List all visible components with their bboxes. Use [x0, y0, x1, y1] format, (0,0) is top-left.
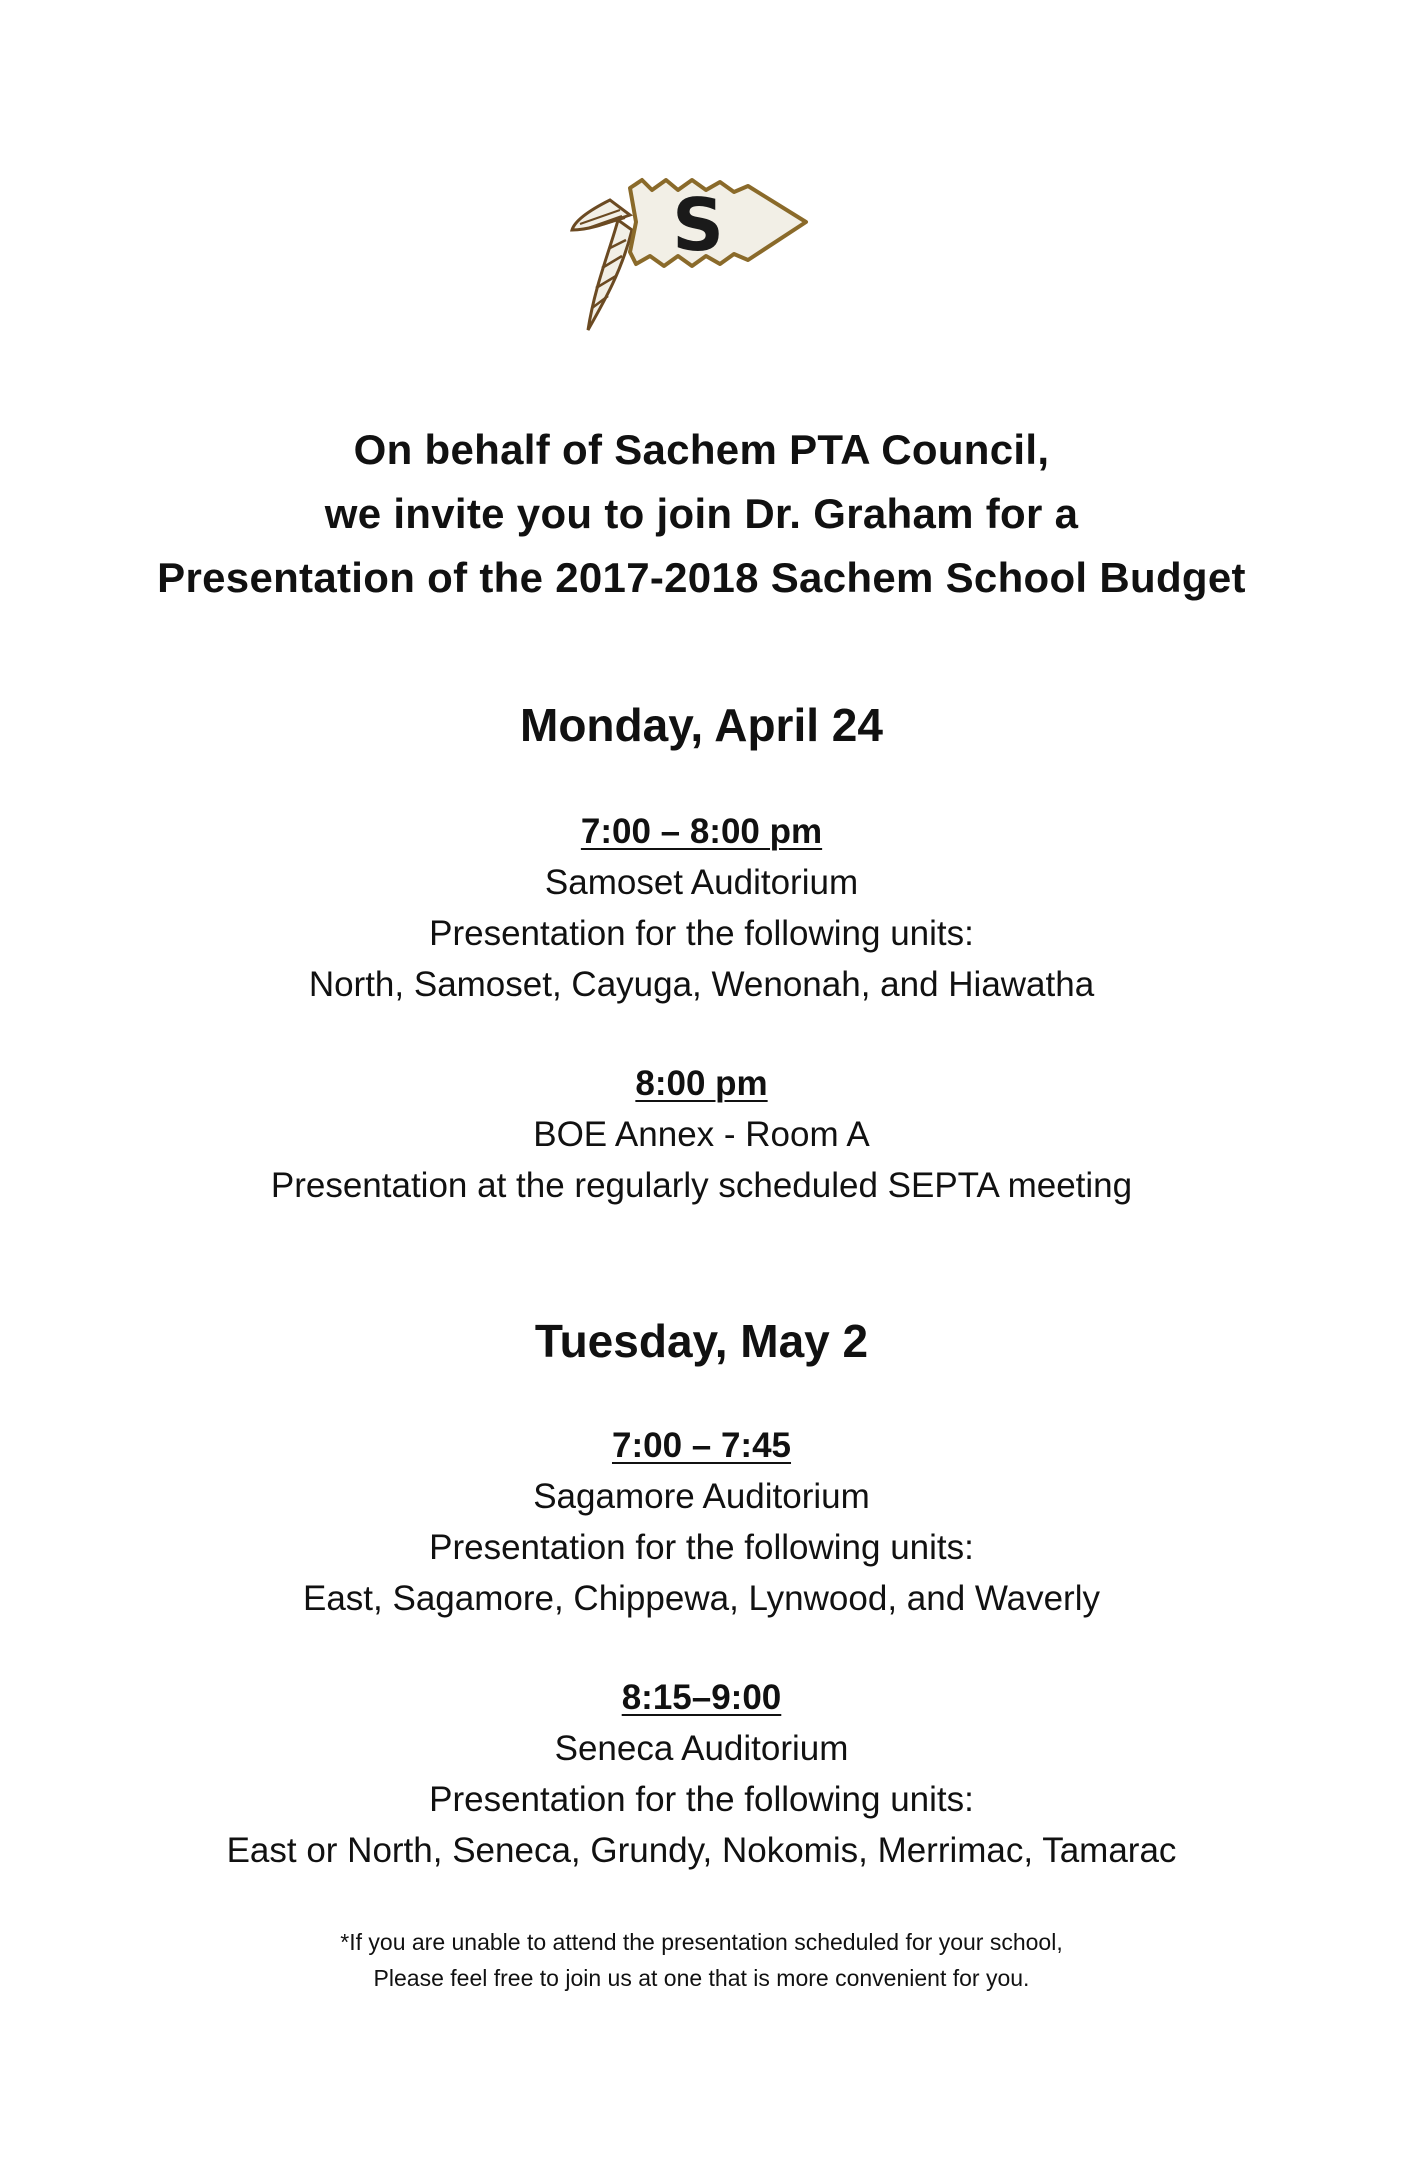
session-monday-1	[0, 806, 1403, 1010]
session-tuesday-1	[0, 1420, 1403, 1624]
footnote	[0, 1924, 1403, 1996]
session-units: East or North, Seneca, Grundy, Nokomis, Merrimac, Tamarac	[226, 1831, 1177, 1870]
feather-icon	[572, 200, 632, 330]
session-location: Seneca Auditorium	[554, 1729, 849, 1768]
session-tuesday-2	[0, 1672, 1403, 1876]
footnote-line: Please feel free to join us at one that is more convenient for you.	[373, 1965, 1030, 1991]
session-time: 7:00 – 8:00 pm	[580, 812, 823, 851]
logo-letter: S	[672, 183, 724, 267]
day-heading-tuesday: Tuesday, May 2	[534, 1315, 869, 1367]
session-location: Samoset Auditorium	[544, 863, 859, 902]
session-description: Presentation for the following units:	[429, 1528, 974, 1567]
sachem-arrowhead-logo	[570, 160, 810, 340]
intro-line: Presentation of the 2017-2018 Sachem School Budget	[157, 554, 1246, 601]
invitation-intro	[0, 418, 1403, 610]
intro-line: On behalf of Sachem PTA Council,	[353, 426, 1050, 473]
session-description: Presentation for the following units:	[429, 1780, 974, 1819]
session-units: North, Samoset, Cayuga, Wenonah, and Hiawatha	[308, 965, 1095, 1004]
session-time: 7:00 – 7:45	[611, 1426, 792, 1465]
day-heading-monday: Monday, April 24	[520, 699, 883, 751]
session-location: Sagamore Auditorium	[533, 1477, 870, 1516]
intro-line: we invite you to join Dr. Graham for a	[324, 490, 1079, 537]
session-time: 8:00 pm	[635, 1064, 768, 1103]
footnote-line: *If you are unable to attend the presentation scheduled for your school,	[340, 1929, 1063, 1955]
session-description: Presentation at the regularly scheduled SEPTA meeting	[270, 1166, 1133, 1205]
session-time: 8:15–9:00	[621, 1678, 782, 1717]
session-location: BOE Annex - Room A	[533, 1115, 870, 1154]
session-monday-2	[0, 1058, 1403, 1211]
session-units: East, Sagamore, Chippewa, Lynwood, and Waverly	[303, 1579, 1100, 1618]
session-description: Presentation for the following units:	[429, 914, 974, 953]
